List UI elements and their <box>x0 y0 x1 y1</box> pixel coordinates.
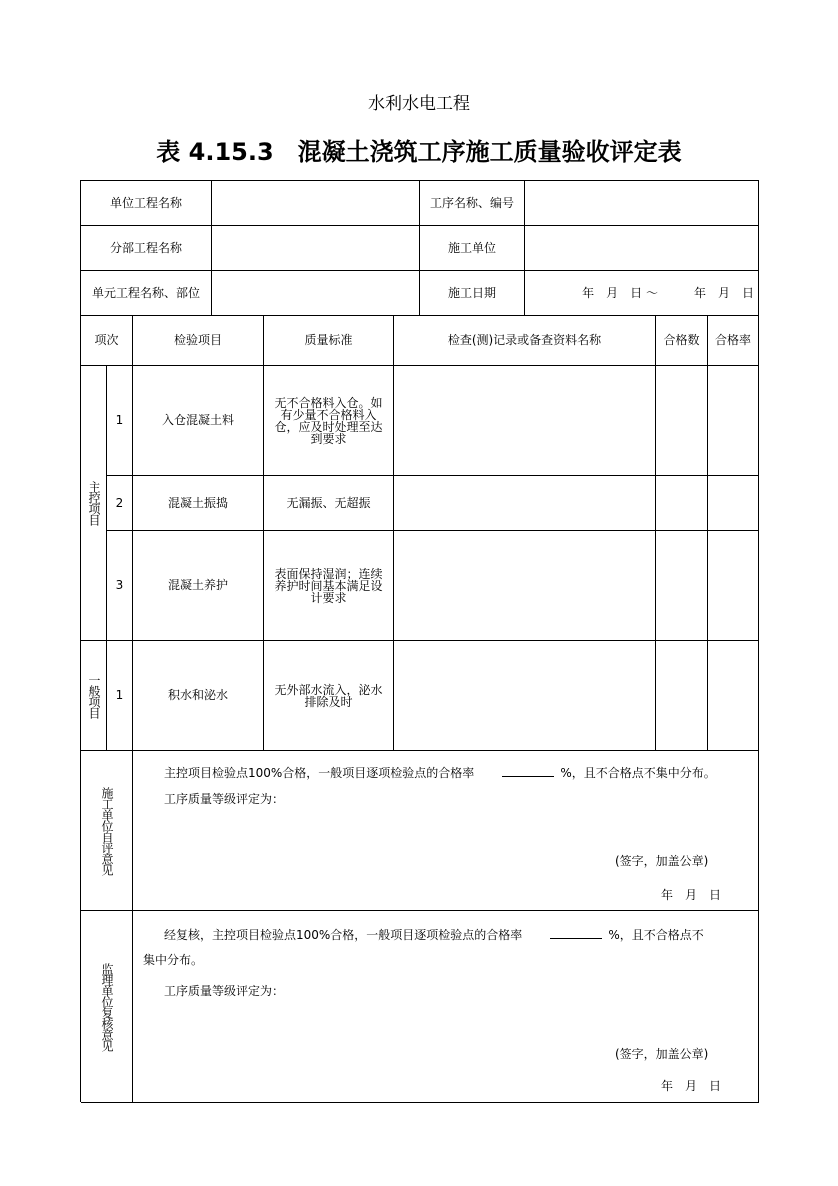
sub-project-label: 分部工程名称 <box>81 226 212 271</box>
col-item-no: 项次 <box>81 316 133 366</box>
row-item: 混凝土养护 <box>133 531 264 641</box>
supervisor-date: 年 月 日 <box>661 1079 722 1093</box>
self-eval-section[interactable] <box>133 751 759 911</box>
row-pass-count[interactable] <box>656 366 708 476</box>
col-record: 检查(测)记录或备查资料名称 <box>394 316 656 366</box>
self-eval-label: 施工单位自评意见 <box>81 751 133 911</box>
row-no: 2 <box>107 476 133 531</box>
unit-project-field[interactable] <box>212 181 420 226</box>
sub-project-field[interactable] <box>212 226 420 271</box>
row-record[interactable] <box>394 641 656 751</box>
row-pass-count[interactable] <box>656 641 708 751</box>
row-standard: 无漏振、无超振 <box>264 476 394 531</box>
supervisor-text-2: %，且不合格点不 <box>608 928 704 942</box>
row-pass-rate[interactable] <box>708 476 759 531</box>
unit-project-label: 单位工程名称 <box>81 181 212 226</box>
general-items-label: 一般项目 <box>81 641 107 751</box>
row-record[interactable] <box>394 366 656 476</box>
subtitle: 水利水电工程 <box>368 94 470 114</box>
supervisor-sign: (签字，加盖公章) <box>615 1047 709 1061</box>
row-record[interactable] <box>394 476 656 531</box>
construction-date-field[interactable]: 年 月 日 ～ 年 月 日 <box>525 271 759 316</box>
element-project-label: 单元工程名称、部位 <box>81 271 212 316</box>
row-no: 1 <box>107 641 133 751</box>
main-items-label: 主控项目 <box>81 366 107 641</box>
row-record[interactable] <box>394 531 656 641</box>
row-standard: 无不合格料入仓。如有少量不合格料入仓，应及时处理至达到要求 <box>264 366 394 476</box>
self-eval-date: 年 月 日 <box>661 888 722 902</box>
row-pass-count[interactable] <box>656 531 708 641</box>
row-pass-rate[interactable] <box>708 531 759 641</box>
supervisor-label: 监理单位复核意见 <box>81 911 133 1103</box>
self-eval-sign: (签字，加盖公章) <box>615 854 709 868</box>
row-pass-rate[interactable] <box>708 366 759 476</box>
supervisor-rate-blank[interactable] <box>550 938 602 939</box>
self-eval-rate-blank[interactable] <box>502 776 554 777</box>
col-pass-count: 合格数 <box>656 316 708 366</box>
construction-unit-label: 施工单位 <box>420 226 525 271</box>
self-eval-text-2: %，且不合格点不集中分布。 <box>560 766 716 780</box>
row-no: 1 <box>107 366 133 476</box>
row-standard: 表面保持湿润；连续养护时间基本满足设计要求 <box>264 531 394 641</box>
process-name-field[interactable] <box>525 181 759 226</box>
supervisor-text-1: 经复核，主控项目检验点100%合格，一般项目逐项检验点的合格率 <box>164 928 523 942</box>
row-item: 混凝土振捣 <box>133 476 264 531</box>
self-eval-text-1: 主控项目检验点100%合格，一般项目逐项检验点的合格率 <box>164 766 475 780</box>
evaluation-table <box>80 180 759 1102</box>
construction-unit-field[interactable] <box>525 226 759 271</box>
page-title: 表 4.15.3 混凝土浇筑工序施工质量验收评定表 <box>156 138 682 166</box>
row-item: 积水和泌水 <box>133 641 264 751</box>
supervisor-section[interactable] <box>133 911 759 1103</box>
self-eval-grade: 工序质量等级评定为： <box>164 792 285 806</box>
row-standard: 无外部水流入，泌水排除及时 <box>264 641 394 751</box>
row-pass-rate[interactable] <box>708 641 759 751</box>
supervisor-grade: 工序质量等级评定为： <box>164 984 285 998</box>
supervisor-text-3: 集中分布。 <box>143 953 204 967</box>
col-standard: 质量标准 <box>264 316 394 366</box>
col-check-item: 检验项目 <box>133 316 264 366</box>
row-item: 入仓混凝土料 <box>133 366 264 476</box>
element-project-field[interactable] <box>212 271 420 316</box>
construction-date-label: 施工日期 <box>420 271 525 316</box>
row-pass-count[interactable] <box>656 476 708 531</box>
row-no: 3 <box>107 531 133 641</box>
col-pass-rate: 合格率 <box>708 316 759 366</box>
process-name-label: 工序名称、编号 <box>420 181 525 226</box>
